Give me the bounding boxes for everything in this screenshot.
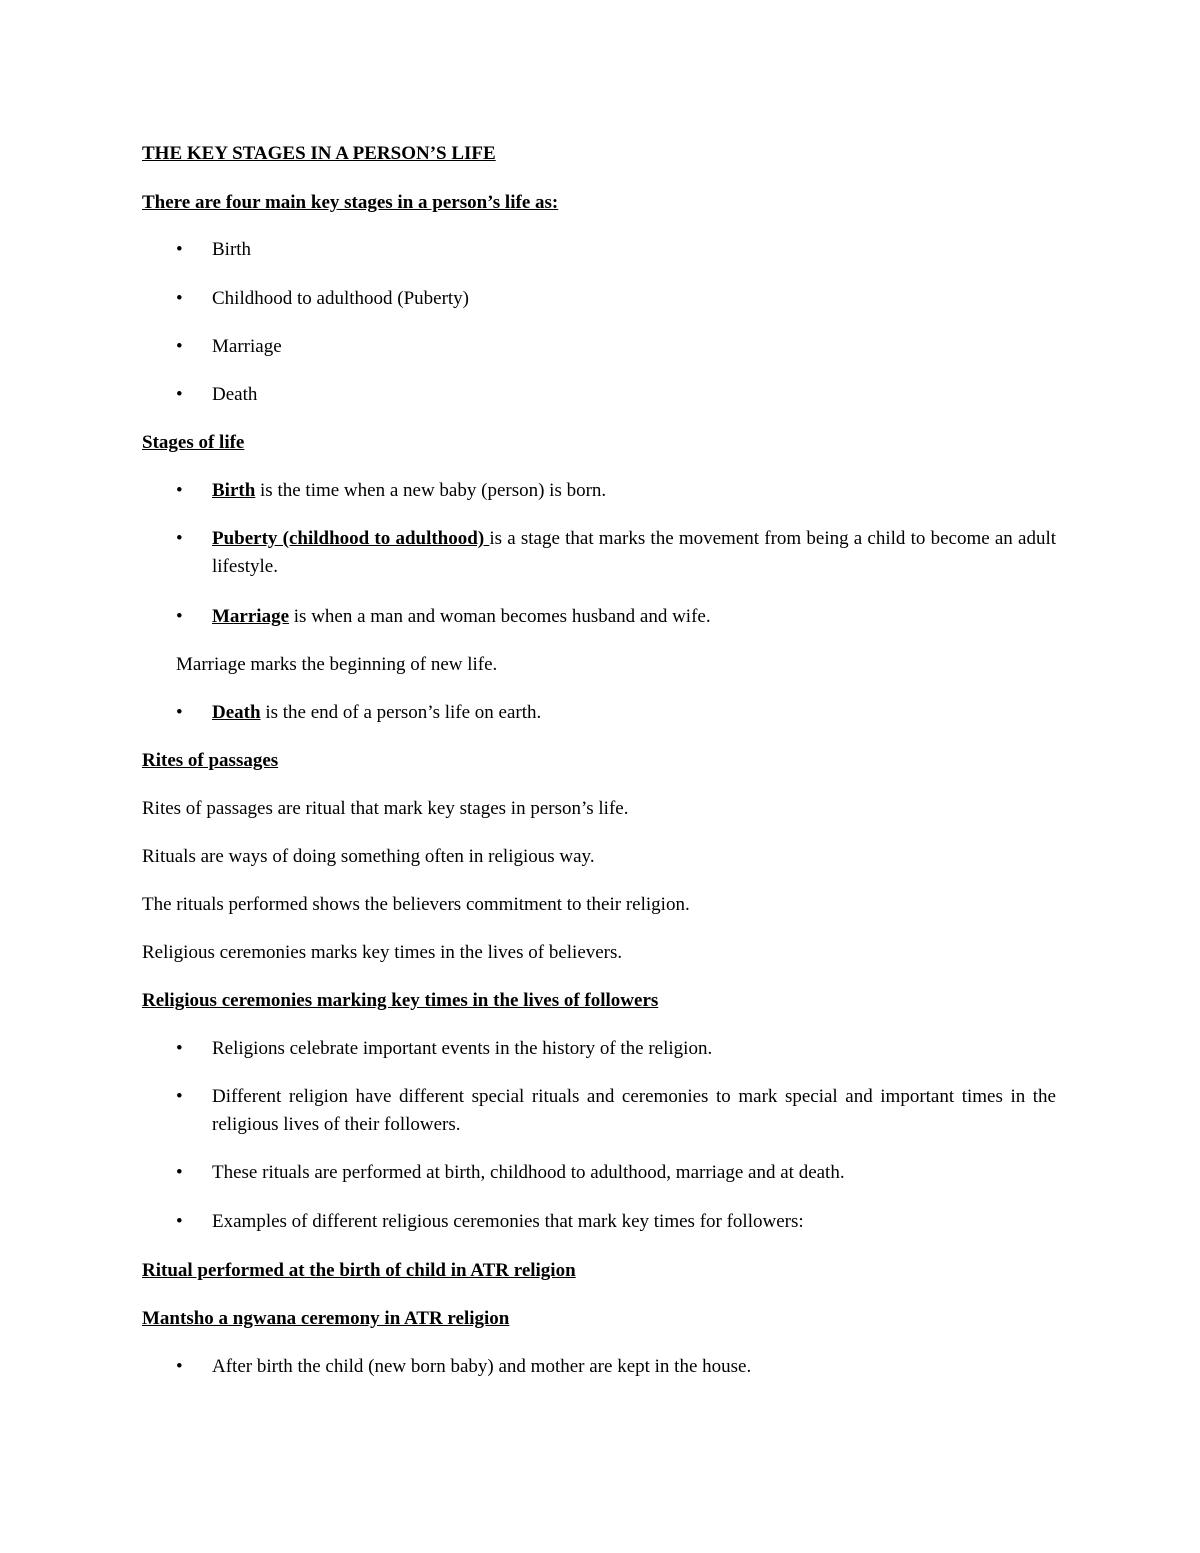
bullet-icon: •: [176, 384, 183, 405]
bullet-icon: •: [176, 336, 183, 357]
bullet-icon: •: [176, 480, 183, 501]
stages-heading: Stages of life: [142, 432, 245, 453]
stage-birth: [212, 477, 1056, 505]
bullet-icon: •: [176, 239, 183, 260]
ceremony-point: Different religion have different special rituals and ceremonies to mark special and important times in the religious lives of their followers.: [212, 1086, 1056, 1135]
list-item: [142, 525, 1056, 581]
bullet-icon: •: [176, 1356, 183, 1377]
ceremony-point: Religions celebrate important events in the history of the religion.: [212, 1038, 713, 1059]
rites-paragraph: Rites of passages are ritual that mark key stages in person’s life.: [142, 798, 629, 819]
list-item: [142, 381, 1056, 409]
marriage-note: Marriage marks the beginning of new life.: [176, 654, 498, 675]
ritual-heading: Ritual performed at the birth of child in ATR religion: [142, 1260, 576, 1281]
list-item: [142, 1159, 1056, 1187]
key-stage-birth: Birth: [212, 239, 252, 260]
bullet-icon: •: [176, 1038, 183, 1059]
bullet-icon: •: [176, 528, 183, 549]
list-item: [142, 477, 1056, 505]
ceremonies-heading: Religious ceremonies marking key times in the lives of followers: [142, 990, 659, 1011]
intro-heading: There are four main key stages in a person’s life as:: [142, 192, 559, 213]
list-item: [142, 1083, 1056, 1139]
stage-death: [212, 699, 1056, 727]
list-item: [142, 333, 1056, 361]
stage-description: is the time when a new baby (person) is born.: [255, 480, 607, 501]
mantsho-heading: Mantsho a ngwana ceremony in ATR religion: [142, 1308, 510, 1329]
bullet-icon: •: [176, 702, 183, 723]
stage-term: Birth: [212, 480, 256, 501]
rites-paragraph: Rituals are ways of doing something often in religious way.: [142, 846, 595, 867]
bullet-icon: •: [176, 606, 183, 627]
stage-term: Death: [212, 702, 261, 723]
list-item: [142, 1035, 1056, 1063]
key-stage-death: Death: [212, 384, 258, 405]
stage-description: is a stage that marks the movement from being a child to become an adult lifestyle.: [212, 528, 1056, 577]
stage-description: is when a man and woman becomes husband and wife.: [289, 606, 711, 627]
list-item: [142, 1208, 1056, 1236]
mantsho-point: After birth the child (new born baby) and mother are kept in the house.: [212, 1356, 752, 1377]
bullet-icon: •: [176, 1086, 183, 1107]
list-item: [142, 699, 1056, 727]
rites-paragraph: The rituals performed shows the believers commitment to their religion.: [142, 894, 690, 915]
bullet-icon: •: [176, 1162, 183, 1183]
ceremony-point: These rituals are performed at birth, childhood to adulthood, marriage and at death.: [212, 1162, 845, 1183]
document-title: THE KEY STAGES IN A PERSON’S LIFE: [142, 143, 496, 164]
stage-description: is the end of a person’s life on earth.: [260, 702, 542, 723]
stage-term: Puberty (childhood to adulthood): [212, 528, 490, 549]
stage-puberty: [212, 525, 1056, 581]
ceremony-point: Examples of different religious ceremonies that mark key times for followers:: [212, 1211, 804, 1232]
key-stage-puberty: Childhood to adulthood (Puberty): [212, 288, 470, 309]
list-item: [142, 236, 1056, 264]
list-item: [142, 285, 1056, 313]
stage-marriage: [212, 603, 1056, 631]
rites-paragraph: Religious ceremonies marks key times in the lives of believers.: [142, 942, 623, 963]
key-stage-marriage: Marriage: [212, 336, 282, 357]
stage-term: Marriage: [212, 606, 290, 627]
list-item: [142, 1353, 1056, 1381]
list-item: [142, 603, 1056, 631]
rites-heading: Rites of passages: [142, 750, 279, 771]
bullet-icon: •: [176, 288, 183, 309]
bullet-icon: •: [176, 1211, 183, 1232]
